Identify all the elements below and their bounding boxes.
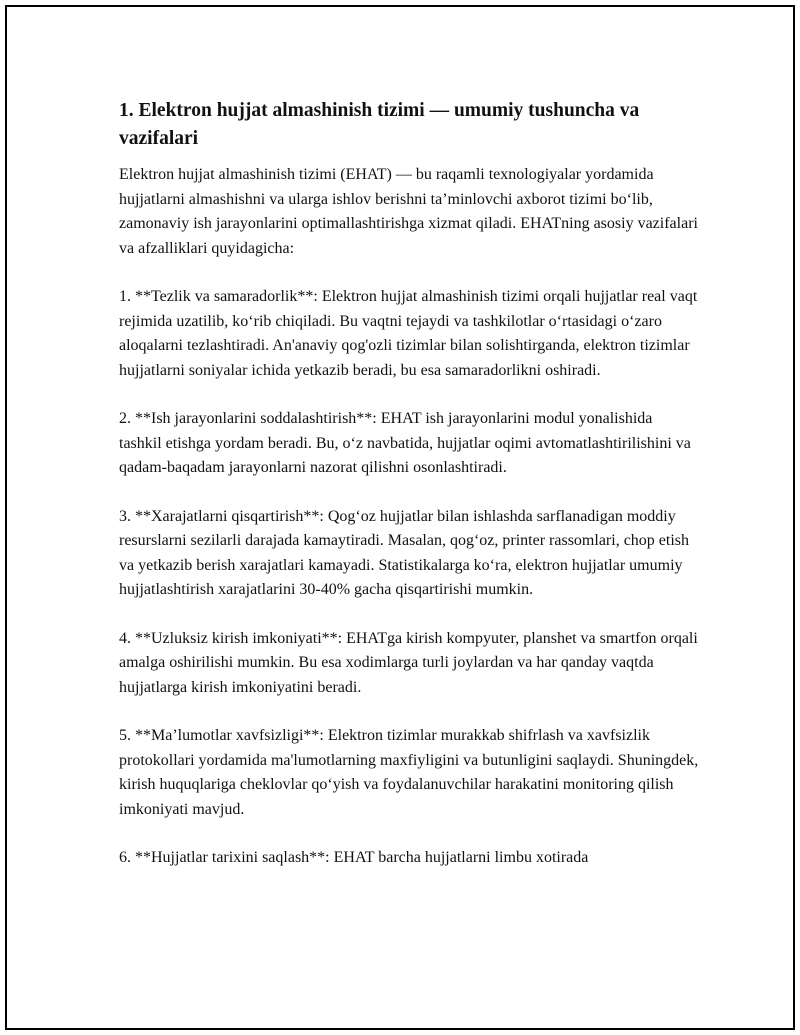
document-content <box>119 97 699 871</box>
list-item-ish-jarayonlari: 2. **Ish jarayonlarini soddalashtirish**: EHAT ish jarayonlarini modul yonalishida tashkil etishga yordam beradi. Bu, o‘z navbatida, hujjatlar oqimi avtomatlashtirilishini va qadam-baqadam jarayonlarni nazorat qilishni osonlashtiradi. <box>119 410 691 476</box>
document-page <box>5 5 795 1030</box>
list-item-kirish-imkoniyati: 4. **Uzluksiz kirish imkoniyati**: EHATga kirish kompyuter, planshet va smartfon orqali amalga oshirilishi mumkin. Bu esa xodimlarga turli joylardan va har qanday vaqtda hujjatlarga kirish imkoniyatini beradi. <box>119 629 698 696</box>
list-item-tezlik: 1. **Tezlik va samaradorlik**: Elektron hujjat almashinish tizimi orqali hujjatlar real vaqt rejimida uzatilib, ko‘rib chiqiladi. Bu vaqtni tejaydi va tashkilotlar o‘rtasidagi o‘zaro aloqalarni tezlashtiradi. An'anaviy qog'ozli tizimlar bilan solishtirganda, elektron tizimlar hujjatlarni soniyalar ichida yetkazib beradi, bu esa samaradorlikni oshiradi. <box>119 288 698 379</box>
list-item-xavfsizlik: 5. **Ma’lumotlar xavfsizligi**: Elektron tizimlar murakkab shifrlash va xavfsizlik protokollari yordamida ma'lumotlarning maxfiyligini va butunligini saqlaydi. Shuningdek, kirish huquqlariga cheklovlar qo‘yish va foydalanuvchilar harakatini monitoring qilish imkoniyati mavjud. <box>119 727 699 818</box>
intro-paragraph: Elektron hujjat almashinish tizimi (EHAT) — bu raqamli texnologiyalar yordamida hujjatlarni almashishni va ularga ishlov berishni ta’minlovchi axborot tizimi bo‘lib, zamonaviy ish jarayonlarini optimallashtirishga xizmat qiladi. EHATning asosiy vazifalari va afzalliklari quyidagicha: <box>119 166 698 257</box>
document-heading: 1. Elektron hujjat almashinish tizimi — umumiy tushuncha va vazifalari <box>119 100 640 149</box>
list-item-hujjatlar-tarixi: 6. **Hujjatlar tarixini saqlash**: EHAT barcha hujjatlarni limbu xotirada <box>119 849 589 866</box>
list-item-xarajatlar: 3. **Xarajatlarni qisqartirish**: Qog‘oz hujjatlar bilan ishlashda sarflanadigan moddiy resurslarni sezilarli darajada kamaytiradi. Masalan, qog‘oz, printer rassomlari, chop etish va yetkazib berish xarajatlari kamayadi. Statistikalarga ko‘ra, elektron hujjatlar umumiy hujjatlashtirish xarajatlarini 30-40% gacha qisqartirishi mumkin. <box>119 507 690 598</box>
